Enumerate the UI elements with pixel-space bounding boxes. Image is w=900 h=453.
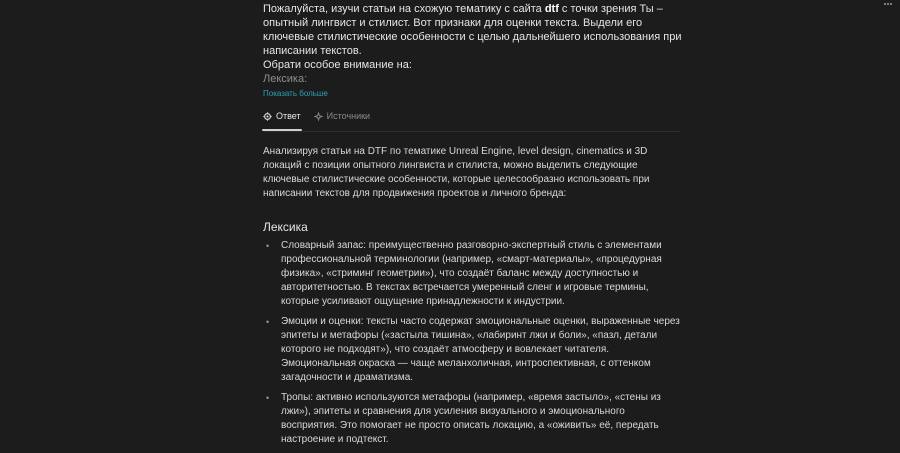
- more-dots-icon[interactable]: [884, 1, 894, 7]
- tab-sources-label: Источники: [326, 111, 371, 121]
- section-title: Лексика: [263, 220, 308, 234]
- list-item: [263, 391, 683, 447]
- list-item-text: Эмоции и оценки: тексты часто содержат эмоциональные оценки, выраженные через эпитеты и метафоры («застыла тишина», «лабиринт лжи и боли», «пазл, детали которого не подходят»), что создаёт атмосферу и вовлекает читателя. Эмоциональная окраска — чаще меланхоличная, интроспективная, с оттенком загадочности и драматизма.: [281, 316, 680, 383]
- query-text-part: Пожалуйста, изучи статьи на схожую тематику с сайта: [263, 3, 545, 15]
- answer-icon: [263, 112, 272, 121]
- query-text-part: с точки зрения Ты – опытный лингвист и стилист. Вот признаки для оценки текста. Выдели его ключевые стилистические особенности с целью дальнейшего использования при написании текстов.: [263, 3, 682, 57]
- tab-answer[interactable]: [263, 109, 301, 130]
- show-more-link[interactable]: Показать больше: [263, 89, 328, 98]
- bullet-icon: •: [266, 393, 270, 403]
- sources-icon: [314, 112, 323, 121]
- answer-intro: Анализируя статьи на DTF по тематике Unreal Engine, level design, cinematics и 3D локаций с позиции опытного лингвиста и стилиста, можно выделить следующие ключевые стилистические особенности, которые целесообразно использовать при написании текстов для продвижения проектов и личного бренда:: [263, 146, 650, 199]
- bullet-icon: •: [266, 241, 270, 251]
- answer-bullet-list: [263, 239, 683, 447]
- query-faded-item: Лексика:: [263, 73, 308, 85]
- list-item: [263, 239, 683, 309]
- user-query: [263, 2, 683, 100]
- answer-tabs: [263, 109, 681, 132]
- bullet-icon: •: [266, 317, 270, 327]
- query-bold-site: dtf: [544, 3, 559, 15]
- query-focus-label: Обрати особое внимание на:: [263, 59, 412, 71]
- conversation-thread: [263, 0, 683, 453]
- list-item-text: Тропы: активно используются метафоры (например, «время застыло», «стены из лжи»), эпитеты и сравнения для усиления визуального и эмоционального восприятия. Это помогает не просто описать локацию, а «оживить» её, передать настроение и подтекст.: [281, 392, 661, 445]
- list-item-text: Словарный запас: преимущественно разговорно-экспертный стиль с элементами профессиональной терминологии (например, «смарт-материалы», «процедурная физика», «стриминг геометрии»), что создаёт баланс между доступностью и авторитетностью. В текстах встречается умеренный сленг и игровые термины, которые усиливают ощущение принадлежности к индустрии.: [281, 240, 662, 307]
- tab-sources[interactable]: [314, 109, 370, 130]
- tab-answer-label: Ответ: [276, 111, 301, 121]
- query-text: [263, 2, 683, 58]
- answer-body: [263, 145, 683, 447]
- list-item: [263, 315, 683, 385]
